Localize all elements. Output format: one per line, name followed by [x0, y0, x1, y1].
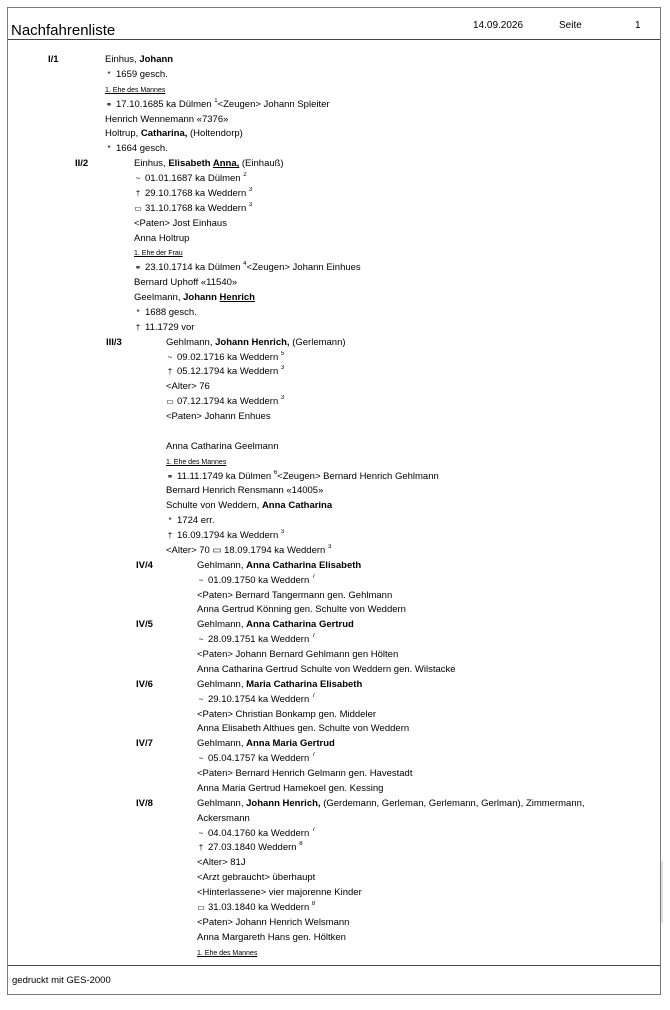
list-row: [8, 678, 660, 693]
text-run: 1. Ehe des Mannes: [197, 949, 258, 957]
text-run: Anna Catharina Elisabeth: [246, 559, 362, 571]
death-icon: †: [167, 531, 173, 540]
footnote-ref: 3: [280, 365, 285, 372]
entry-text: [197, 648, 658, 663]
list-row: [8, 365, 660, 380]
text-run: Anna Catharina: [261, 500, 333, 512]
text-run: Gehlmann,: [197, 559, 247, 571]
page-number: 1: [635, 20, 641, 31]
entry-text: [105, 113, 658, 128]
list-row: [8, 737, 660, 752]
list-row: [8, 782, 660, 797]
baptism-icon: ~: [198, 575, 204, 585]
footnote-ref: 7: [311, 573, 316, 580]
list-row: [8, 514, 660, 529]
text-run: 1659 gesch.: [116, 68, 168, 80]
list-row: [8, 529, 660, 544]
footnote-ref: 3: [248, 201, 253, 208]
footnote-ref: 3: [248, 186, 253, 193]
death-icon: †: [198, 843, 204, 853]
text-run: Schulte von Weddern,: [166, 500, 262, 512]
entry-text: [134, 232, 658, 247]
text-run: Gehlmann,: [197, 619, 247, 631]
entry-text: [197, 901, 658, 916]
text-run: Anna Maria Gertrud: [246, 738, 335, 750]
list-row: [8, 812, 660, 827]
list-row: [8, 172, 660, 187]
entry-text: [105, 68, 658, 83]
entry-text: [166, 544, 658, 559]
entry-text: [197, 871, 658, 886]
footnote-ref: 1: [214, 97, 218, 104]
marriage-icon: ⚭: [166, 471, 174, 481]
footnote-ref: 4: [243, 261, 247, 268]
entry-text: [166, 380, 658, 395]
entry-text: [134, 187, 658, 202]
list-row: [8, 455, 660, 470]
text-run: 04.04.1760 ka Weddern: [208, 827, 312, 839]
entry-text: [197, 574, 658, 589]
marriage-heading: [166, 455, 658, 471]
text-run: <Paten> Jost Einhaus: [134, 217, 227, 229]
text-run: <Alter> 70 ▭ 18.09.1794 ka Weddern: [166, 544, 328, 556]
baptism-icon: ~: [167, 352, 173, 362]
print-date: 14.09.2026: [473, 20, 524, 31]
entry-text: [105, 98, 658, 113]
list-row: [8, 53, 660, 68]
text-run: Anna Gertrud Könning gen. Schulte von Weddern: [197, 604, 406, 616]
text-run: <Zeugen> Bernard Henrich Gehlmann: [277, 470, 439, 482]
list-row: [8, 916, 660, 931]
text-run: 01.01.1687 ka Dülmen: [145, 173, 244, 184]
entry-text: [197, 856, 658, 871]
list-row: [8, 425, 660, 440]
page-title: Nachfahrenliste: [11, 22, 116, 39]
text-run: <Alter> 81J: [197, 857, 246, 869]
entry-text: [134, 321, 658, 336]
entry-text: [197, 841, 658, 856]
list-row: [8, 395, 660, 410]
birth-icon: *: [107, 69, 111, 79]
list-row: [8, 306, 660, 321]
list-row: [8, 603, 660, 618]
death-icon: †: [167, 367, 173, 377]
list-row: [8, 83, 660, 98]
list-row: [8, 68, 660, 83]
descendant-list: [8, 53, 660, 960]
footnote-ref: 7: [311, 826, 316, 833]
text-run: 11.11.1749 ka Dülmen: [177, 470, 274, 482]
birth-icon: *: [168, 516, 172, 526]
entry-text: [166, 440, 658, 455]
text-run: 16.09.1794 ka Weddern: [177, 530, 281, 541]
list-row: [8, 232, 660, 247]
list-row: [8, 127, 660, 142]
text-run: 1. Ehe des Mannes: [105, 86, 166, 94]
text-run: Einhus,: [134, 158, 169, 170]
text-run: Anna Holtrup: [134, 232, 190, 244]
text-run: Maria Catharina Elisabeth: [246, 678, 363, 690]
generation-label: IV/4: [136, 559, 153, 571]
text-run: 09.02.1716 ka Weddern: [177, 351, 281, 363]
birth-icon: *: [107, 144, 111, 154]
text-run: 27.03.1840 Weddern: [208, 842, 300, 854]
text-run: (Gerlemann): [289, 336, 346, 348]
entry-text: [166, 351, 658, 366]
text-run: Anna,: [212, 158, 240, 170]
text-run: <Paten> Johann Enhues: [166, 411, 271, 422]
text-run: <Hinterlassene> vier majorenne Kinder: [197, 887, 362, 898]
list-row: [8, 187, 660, 202]
entry-text: [166, 514, 658, 529]
text-run: 1. Ehe der Frau: [134, 250, 183, 258]
list-row: [8, 901, 660, 916]
list-row: [8, 484, 660, 499]
entry-text: [197, 722, 658, 737]
baptism-icon: ~: [198, 754, 204, 764]
text-run: 23.10.1714 ka Dülmen: [145, 262, 244, 274]
text-run: Anna Elisabeth Althues gen. Schulte von Weddern: [197, 723, 410, 735]
report-header: [8, 8, 660, 40]
text-run: Anna Catharina Gertrud: [246, 619, 354, 631]
list-row: [8, 752, 660, 767]
text-run: 17.10.1685 ka Dülmen: [116, 98, 215, 110]
marriage-icon: ⚭: [134, 263, 142, 273]
list-row: [8, 559, 660, 574]
generation-label: IV/6: [136, 678, 153, 690]
entry-text: [197, 603, 658, 618]
list-row: [8, 797, 660, 812]
report-page: [7, 7, 661, 995]
list-row: [8, 98, 660, 113]
list-row: [8, 217, 660, 232]
text-run: Gehlmann,: [197, 738, 247, 750]
text-run: <Alter> 76: [166, 381, 210, 393]
text-run: Bernard Henrich Rensmann «14005»: [166, 485, 324, 497]
birth-icon: *: [136, 307, 140, 317]
entry-text: [197, 663, 658, 678]
text-run: Gehlmann,: [166, 336, 216, 348]
entry-text: [197, 737, 658, 752]
generation-label: IV/7: [136, 738, 153, 750]
text-run: (Gerdemann, Gerleman, Gerlemann, Gerlman), Zimmermann,: [320, 797, 585, 809]
text-run: 11.1729 vor: [145, 321, 195, 333]
text-run: Johann: [139, 54, 174, 65]
list-row: [8, 871, 660, 886]
list-row: [8, 157, 660, 172]
text-run: Henrich Wennemann «7376»: [105, 113, 229, 125]
text-run: <Paten> Bernard Tangermann gen. Gehlmann: [197, 589, 393, 601]
text-run: 05.12.1794 ka Weddern: [177, 366, 281, 378]
text-run: Henrich: [219, 292, 255, 303]
footnote-ref: 3: [280, 529, 285, 535]
text-run: 29.10.1768 ka Weddern: [145, 187, 249, 199]
footnote-ref: 7: [311, 692, 316, 699]
list-row: [8, 113, 660, 128]
burial-icon: ▭: [134, 203, 142, 213]
text-run: Gehlmann,: [197, 797, 247, 809]
text-run: Holtrup,: [105, 128, 141, 140]
footnote-ref: 3: [280, 395, 285, 402]
list-row: [8, 499, 660, 514]
text-run: Geelmann,: [134, 292, 184, 303]
text-run: 31.03.1840 ka Weddern: [208, 901, 312, 913]
text-run: <Zeugen> Johann Einhues: [246, 262, 361, 274]
marriage-icon: ⚭: [105, 99, 113, 109]
list-row: [8, 246, 660, 261]
entry-text: [134, 291, 658, 306]
death-icon: †: [135, 188, 141, 198]
entry-text: [197, 708, 658, 723]
footnote-ref: 5: [280, 350, 285, 357]
footnote-ref: 8: [299, 841, 303, 848]
entry-text: [197, 633, 658, 648]
text-run: <Paten> Johann Bernard Gehlmann gen Hölten: [197, 649, 399, 660]
text-run: Anna Catharina Gertrud Schulte von Weddern gen. Wilstacke: [197, 663, 456, 675]
marriage-heading: [197, 946, 658, 962]
entry-text: [197, 767, 658, 782]
entry-text: [134, 276, 658, 291]
text-run: 28.09.1751 ka Weddern: [208, 634, 312, 646]
entry-text: [166, 395, 658, 410]
list-row: [8, 663, 660, 678]
text-run: Anna Margareth Hans gen. Höltken: [197, 931, 346, 943]
entry-text: [166, 499, 658, 514]
text-run: 31.10.1768 ka Weddern: [145, 202, 249, 214]
list-row: [8, 827, 660, 842]
entry-text: [166, 529, 658, 544]
list-row: [8, 574, 660, 589]
footnote-ref: 8: [311, 900, 316, 907]
text-run: <Paten> Bernard Henrich Gelmann gen. Havestadt: [197, 768, 413, 779]
text-run: (Einhauß): [239, 158, 284, 170]
text-run: 07.12.1794 ka Weddern: [177, 396, 281, 408]
list-row: [8, 708, 660, 723]
entry-text: [105, 127, 658, 142]
text-run: Ackersmann: [197, 812, 250, 824]
list-row: [8, 470, 660, 485]
list-row: [8, 633, 660, 648]
scrollbar-thumb[interactable]: [661, 861, 663, 923]
list-row: [8, 931, 660, 946]
entry-text: [134, 157, 658, 172]
text-run: 1. Ehe des Mannes: [166, 458, 227, 466]
list-row: [8, 722, 660, 737]
list-row: [8, 142, 660, 157]
text-run: <Paten> Johann Henrich Welsmann: [197, 916, 350, 928]
text-run: Anna Catharina Geelmann: [166, 440, 279, 452]
text-run: <Paten> Christian Bonkamp gen. Middeler: [197, 708, 377, 720]
entry-text: [197, 827, 658, 842]
list-row: [8, 336, 660, 351]
text-run: 29.10.1754 ka Weddern: [208, 693, 312, 705]
text-run: 01.09.1750 ka Weddern: [208, 574, 312, 586]
entry-text: [134, 202, 658, 217]
text-run: Elisabeth: [168, 158, 213, 170]
text-run: <Zeugen> Johann Spleiter: [217, 98, 330, 110]
text-run: Johann Henrich,: [246, 797, 321, 809]
entry-text: [197, 752, 658, 767]
entry-text: [197, 886, 658, 901]
baptism-icon: ~: [135, 174, 141, 183]
text-run: 1664 gesch.: [116, 143, 168, 155]
list-row: [8, 261, 660, 276]
entry-text: [166, 410, 658, 425]
footnote-ref: 6: [273, 469, 278, 476]
text-run: Bernard Uphoff «11540»: [134, 277, 238, 289]
generation-label: IV/8: [136, 797, 153, 809]
death-icon: †: [135, 322, 141, 332]
entry-text: [197, 618, 658, 633]
text-run: (Holtendorp): [187, 128, 243, 140]
entry-text: [197, 693, 658, 708]
text-run: Johann: [183, 292, 220, 303]
text-run: 05.04.1757 ka Weddern: [208, 753, 312, 765]
entry-text: [197, 782, 658, 797]
list-row: [8, 440, 660, 455]
generation-label: II/2: [75, 158, 89, 170]
entry-text: [105, 53, 658, 68]
footnote-ref: 3: [327, 543, 332, 550]
list-row: [8, 291, 660, 306]
baptism-icon: ~: [198, 635, 204, 645]
list-row: [8, 648, 660, 663]
list-row: [8, 351, 660, 366]
text-run: <Arzt gebraucht> überhaupt: [197, 872, 316, 884]
baptism-icon: ~: [198, 828, 204, 838]
footer-text: gedruckt mit GES-2000: [12, 975, 111, 986]
entry-text: [197, 559, 658, 574]
marriage-heading: [134, 246, 658, 262]
generation-label: I/1: [48, 54, 59, 65]
entry-text: [197, 797, 658, 812]
marriage-heading: [105, 83, 658, 99]
page-label: Seite: [559, 20, 582, 31]
text-run: Anna Maria Gertrud Hamekoel gen. Kessing: [197, 782, 384, 794]
entry-text: [197, 678, 658, 693]
text-run: Johann Henrich,: [215, 336, 290, 348]
text-run: Einhus,: [105, 54, 140, 65]
footnote-ref: 7: [311, 633, 316, 640]
entry-text: [197, 916, 658, 931]
entry-text: [197, 931, 658, 946]
list-row: [8, 202, 660, 217]
entry-text: [134, 217, 658, 232]
list-row: [8, 589, 660, 604]
entry-text: [166, 484, 658, 499]
list-row: [8, 544, 660, 559]
list-row: [8, 410, 660, 425]
entry-text: [166, 470, 658, 485]
list-row: [8, 276, 660, 291]
list-row: [8, 321, 660, 336]
entry-text: [134, 261, 658, 276]
text-run: Catharina,: [140, 128, 188, 140]
footnote-ref: 2: [243, 172, 247, 178]
list-row: [8, 380, 660, 395]
list-row: [8, 618, 660, 633]
entry-text: [134, 306, 658, 321]
burial-icon: ▭: [197, 902, 205, 912]
entry-text: [134, 172, 658, 187]
entry-text: [197, 589, 658, 604]
entry-text: [166, 365, 658, 380]
baptism-icon: ~: [198, 694, 204, 704]
list-row: [8, 693, 660, 708]
generation-label: III/3: [106, 336, 122, 348]
generation-label: IV/5: [136, 619, 153, 631]
list-row: [8, 856, 660, 871]
text-run: 1688 gesch.: [145, 306, 197, 318]
list-row: [8, 886, 660, 901]
text-run: 1724 err.: [177, 515, 215, 527]
report-footer: [8, 965, 660, 996]
list-row: [8, 767, 660, 782]
entry-text: [166, 336, 658, 351]
entry-text: [105, 142, 658, 157]
list-row: [8, 946, 660, 961]
list-row: [8, 841, 660, 856]
text-run: Gehlmann,: [197, 678, 247, 690]
burial-icon: ▭: [166, 397, 174, 407]
entry-text: [197, 812, 658, 827]
footnote-ref: 7: [311, 752, 316, 759]
